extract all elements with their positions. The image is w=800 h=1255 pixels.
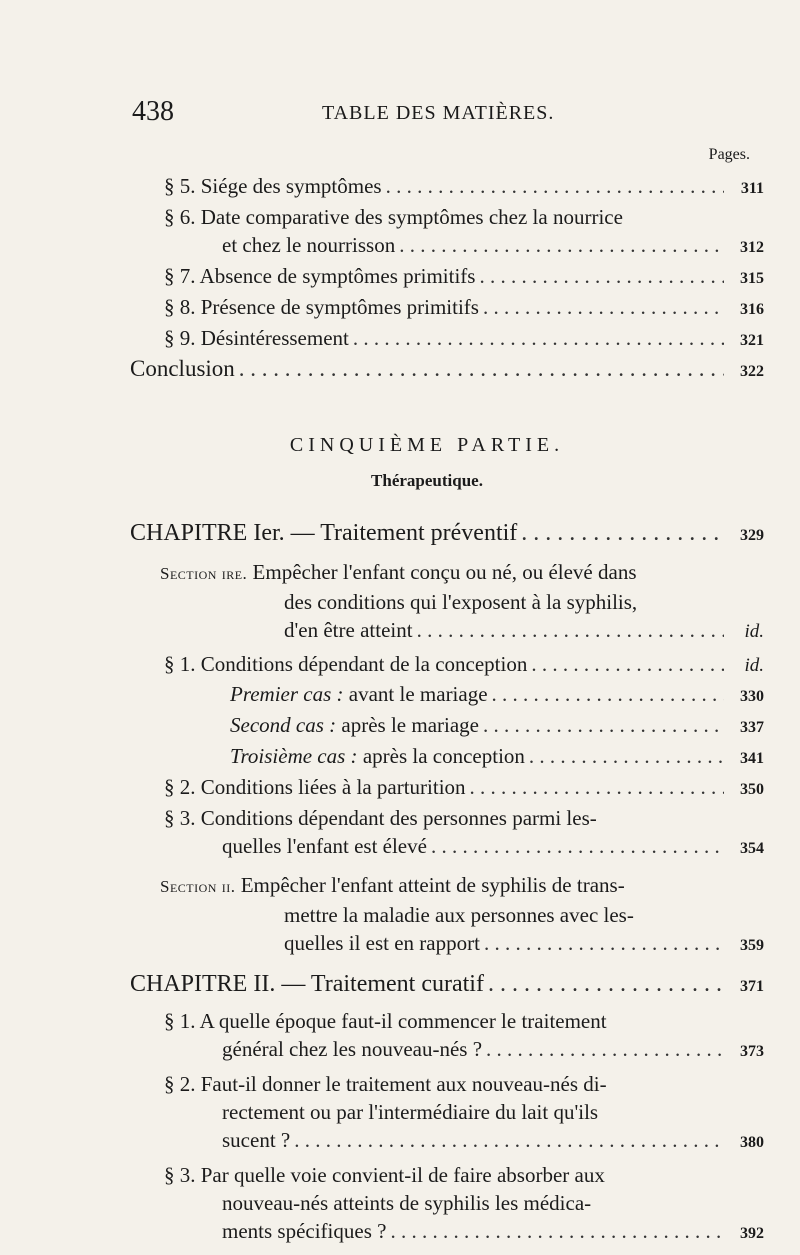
page-ref: 354	[740, 840, 764, 857]
running-title: TABLE DES MATIÈRES.	[322, 102, 555, 124]
toc-entry-s7: § 7. Absence de symptômes primitifs . . . 315	[130, 262, 764, 293]
toc-section-1: Section ire. Empêcher l'enfant conçu ou né, ou élevé dans des conditions qui l'exposent à la syphilis, d'en être atteint . . . id.	[130, 558, 764, 646]
toc-entry-s9: § 9. Désintéressement . . . 321	[130, 324, 764, 355]
page-ref: 373	[740, 1043, 764, 1060]
toc-entry-conclusion: Conclusion . . . 322	[130, 355, 764, 386]
section-tag: Section ire.	[160, 564, 248, 583]
page-ref: 371	[740, 978, 764, 995]
toc-entry-c1c: Troisième cas : après la conception . . . 341	[130, 742, 764, 773]
toc-section-2: Section ii. Empêcher l'enfant atteint de syphilis de trans- mettre la maladie aux personnes avec les- quelles il est en rapport . . . 359	[130, 871, 764, 960]
page-ref: 350	[740, 781, 764, 798]
page-ref: 322	[740, 363, 764, 380]
toc-entry-c1b: Second cas : après le mariage . . . 337	[130, 711, 764, 742]
page-ref: 311	[740, 180, 764, 197]
pages-column-label: Pages.	[708, 146, 750, 163]
page-ref: 392	[740, 1225, 764, 1242]
page-ref: id.	[744, 621, 764, 642]
toc-entry-d3: § 3. Par quelle voie convient-il de faire absorber aux nouveau-nés atteints de syphilis les médica- ments spécifiques ? . . . 392	[130, 1161, 764, 1248]
toc-chapter-2: CHAPITRE II. — Traitement curatif . . . 371	[130, 968, 764, 1003]
toc-entry-c1a: Premier cas : avant le mariage . . . 330	[130, 680, 764, 711]
page-ref: id.	[744, 655, 764, 676]
toc-entry-c3: § 3. Conditions dépendant des personnes parmi les- quelles l'enfant est élevé . . . 354	[130, 804, 764, 863]
part-title: CINQUIÈME PARTIE.	[289, 434, 565, 456]
page-number: 438	[132, 96, 174, 127]
toc-entry-s8: § 8. Présence de symptômes primitifs . . . 316	[130, 293, 764, 324]
page-ref: 341	[740, 750, 764, 767]
page-ref: 359	[740, 937, 764, 954]
page-header	[132, 96, 760, 136]
table-of-contents	[130, 172, 764, 1248]
part-subtitle: Thérapeutique.	[371, 471, 483, 490]
page-ref: 380	[740, 1134, 764, 1151]
page-ref: 329	[740, 527, 764, 544]
page-ref: 337	[740, 719, 764, 736]
page-ref: 312	[740, 239, 764, 256]
page-ref: 315	[740, 270, 764, 287]
page-ref: 316	[740, 301, 764, 318]
toc-entry-d2: § 2. Faut-il donner le traitement aux nouveau-nés di- rectement ou par l'intermédiaire du lait qu'ils sucent ? . . . 380	[130, 1070, 764, 1157]
toc-entry-c1: § 1. Conditions dépendant de la conception . . . id.	[130, 650, 764, 680]
toc-entry-c2: § 2. Conditions liées à la parturition . . . 350	[130, 773, 764, 804]
page-ref: 330	[740, 688, 764, 705]
section-tag: Section ii.	[160, 877, 236, 896]
toc-entry-s6: § 6. Date comparative des symptômes chez la nourrice et chez le nourrisson . . . 312	[130, 203, 764, 262]
toc-chapter-1: CHAPITRE Ier. — Traitement préventif . . . 329	[130, 517, 764, 552]
toc-entry-s5: § 5. Siége des symptômes . . . 311	[130, 172, 764, 203]
toc-entry-d1: § 1. A quelle époque faut-il commencer le traitement général chez les nouveau-nés ? . . . 373	[130, 1007, 764, 1066]
page-ref: 321	[740, 332, 764, 349]
